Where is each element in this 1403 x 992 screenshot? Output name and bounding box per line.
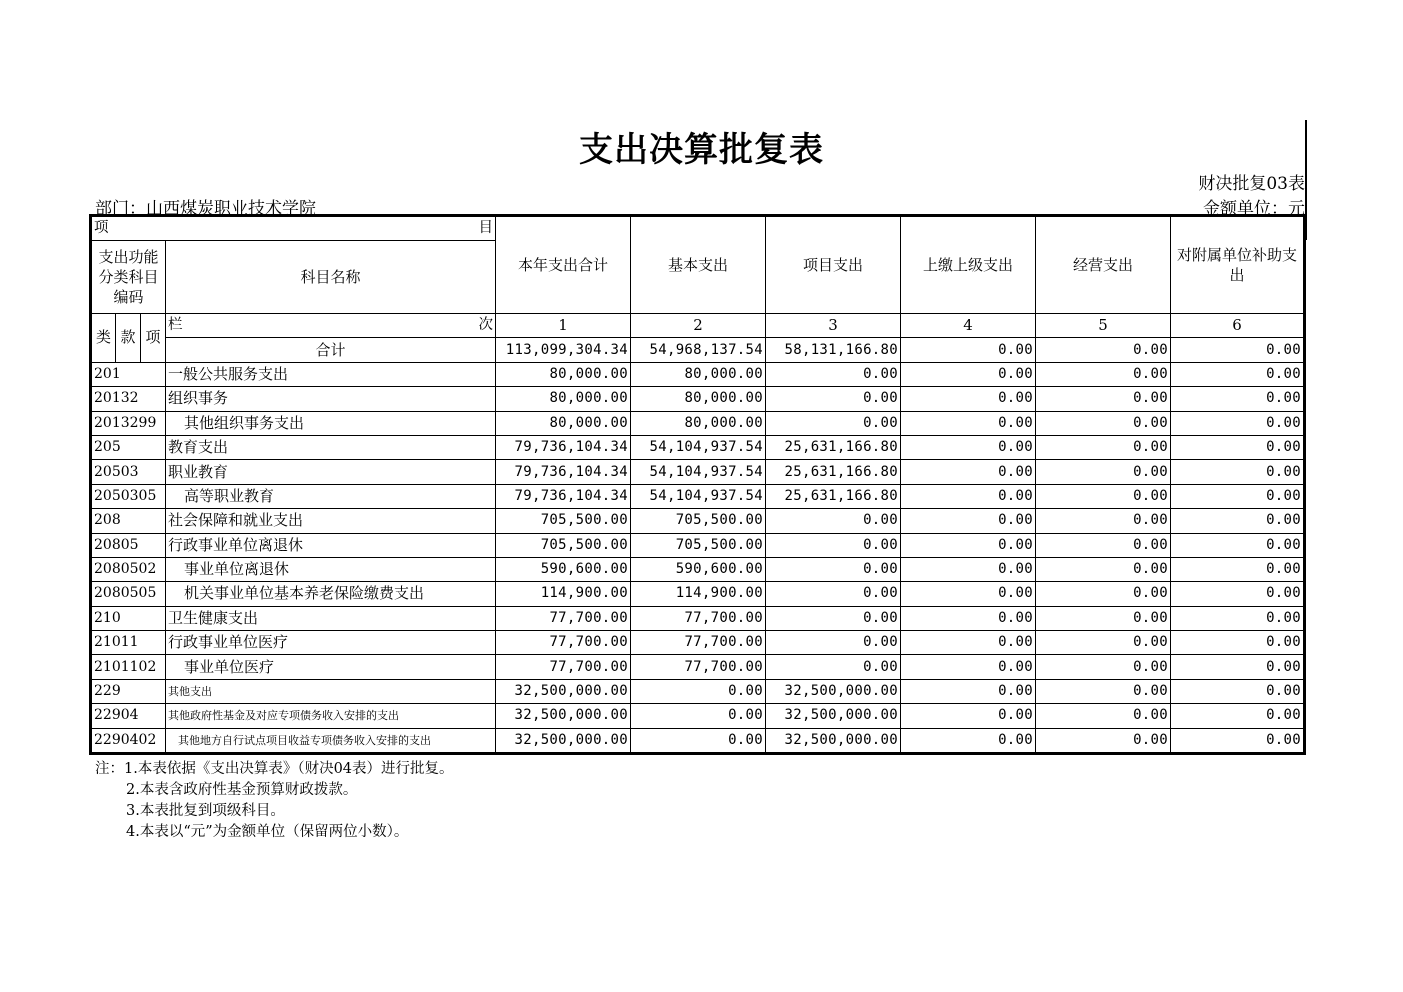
total-value: 58,131,166.80 <box>766 338 901 362</box>
amount-cell: 0.00 <box>1036 435 1171 459</box>
amount-cell: 80,000.00 <box>631 387 766 411</box>
func-code-cell: 22904 <box>91 704 166 728</box>
func-code-cell: 20132 <box>91 387 166 411</box>
subject-name-cell: 行政事业单位离退休 <box>166 533 496 557</box>
amount-cell: 25,631,166.80 <box>766 435 901 459</box>
func-code-cell: 205 <box>91 435 166 459</box>
table-row <box>91 704 1305 728</box>
total-label: 合计 <box>166 338 496 362</box>
amount-cell: 80,000.00 <box>496 387 631 411</box>
header-row-numbers <box>91 314 1305 338</box>
amount-cell: 0.00 <box>1036 728 1171 753</box>
amount-cell: 0.00 <box>766 509 901 533</box>
table-row <box>91 631 1305 655</box>
amount-cell: 0.00 <box>1036 704 1171 728</box>
col-business-header: 经营支出 <box>1036 216 1171 314</box>
func-code-cell: 229 <box>91 679 166 703</box>
amount-cell: 0.00 <box>901 582 1036 606</box>
amount-cell: 0.00 <box>901 435 1036 459</box>
lei-header: 类 <box>91 314 116 363</box>
table-row <box>91 509 1305 533</box>
amount-cell: 0.00 <box>1171 606 1305 630</box>
col-num-5: 5 <box>1036 314 1171 338</box>
amount-cell: 0.00 <box>1171 704 1305 728</box>
table-row <box>91 435 1305 459</box>
table-row <box>91 484 1305 508</box>
amount-cell: 0.00 <box>1171 631 1305 655</box>
lan-ci-cell <box>166 314 496 338</box>
amount-cell: 705,500.00 <box>631 509 766 533</box>
amount-cell: 0.00 <box>766 631 901 655</box>
amount-cell: 80,000.00 <box>496 362 631 386</box>
amount-cell: 0.00 <box>1171 679 1305 703</box>
total-value: 113,099,304.34 <box>496 338 631 362</box>
subject-name-cell: 其他支出 <box>166 679 496 703</box>
amount-cell: 0.00 <box>1171 728 1305 753</box>
func-code-cell: 20503 <box>91 460 166 484</box>
subject-name-cell: 卫生健康支出 <box>166 606 496 630</box>
amount-cell: 80,000.00 <box>631 362 766 386</box>
amount-cell: 79,736,104.34 <box>496 484 631 508</box>
notes-section <box>95 759 454 843</box>
subject-name-cell: 教育支出 <box>166 435 496 459</box>
amount-cell: 590,600.00 <box>631 557 766 581</box>
col-upper-header: 上缴上级支出 <box>901 216 1036 314</box>
amount-cell: 0.00 <box>901 728 1036 753</box>
amount-cell: 0.00 <box>1036 533 1171 557</box>
amount-cell: 0.00 <box>901 631 1036 655</box>
col-total-header: 本年支出合计 <box>496 216 631 314</box>
amount-cell: 0.00 <box>1171 582 1305 606</box>
table-row <box>91 411 1305 435</box>
amount-cell: 0.00 <box>1036 606 1171 630</box>
table-row <box>91 679 1305 703</box>
header-row-item <box>91 216 1305 241</box>
amount-cell: 705,500.00 <box>496 533 631 557</box>
amount-cell: 0.00 <box>631 679 766 703</box>
subject-name-cell: 其他政府性基金及对应专项债务收入安排的支出 <box>166 704 496 728</box>
item-header-cell <box>91 216 496 241</box>
amount-cell: 32,500,000.00 <box>496 728 631 753</box>
amount-cell: 0.00 <box>1171 557 1305 581</box>
subject-name-cell: 事业单位医疗 <box>166 655 496 679</box>
col-num-4: 4 <box>901 314 1036 338</box>
subject-name-cell: 组织事务 <box>166 387 496 411</box>
amount-cell: 0.00 <box>1036 362 1171 386</box>
total-row <box>91 338 1305 362</box>
note-line: 注：1.本表依据《支出决算表》（财决04表）进行批复。 <box>95 761 454 777</box>
amount-cell: 32,500,000.00 <box>766 728 901 753</box>
amount-cell: 0.00 <box>901 606 1036 630</box>
amount-cell: 0.00 <box>766 533 901 557</box>
subject-name-cell: 高等职业教育 <box>166 484 496 508</box>
amount-cell: 0.00 <box>1036 484 1171 508</box>
func-code-cell: 210 <box>91 606 166 630</box>
amount-cell: 77,700.00 <box>631 655 766 679</box>
amount-cell: 0.00 <box>1036 557 1171 581</box>
amount-cell: 54,104,937.54 <box>631 435 766 459</box>
amount-cell: 0.00 <box>901 362 1036 386</box>
amount-cell: 0.00 <box>901 509 1036 533</box>
amount-cell: 0.00 <box>901 704 1036 728</box>
col-num-2: 2 <box>631 314 766 338</box>
func-code-cell: 2101102 <box>91 655 166 679</box>
amount-cell: 0.00 <box>901 557 1036 581</box>
col-num-3: 3 <box>766 314 901 338</box>
func-code-cell: 2080502 <box>91 557 166 581</box>
subject-name-cell: 机关事业单位基本养老保险缴费支出 <box>166 582 496 606</box>
page-title: 支出决算批复表 <box>579 130 824 170</box>
subject-name-cell: 其他地方自行试点项目收益专项债务收入安排的支出 <box>166 728 496 753</box>
subject-name-cell: 一般公共服务支出 <box>166 362 496 386</box>
amount-cell: 0.00 <box>1171 484 1305 508</box>
table-row <box>91 557 1305 581</box>
amount-cell: 705,500.00 <box>631 533 766 557</box>
amount-cell: 0.00 <box>1171 362 1305 386</box>
note-line: 2.本表含政府性基金预算财政拨款。 <box>126 782 358 798</box>
kuan-header: 款 <box>116 314 141 363</box>
subject-name-cell: 其他组织事务支出 <box>166 411 496 435</box>
amount-cell: 25,631,166.80 <box>766 484 901 508</box>
amount-cell: 79,736,104.34 <box>496 460 631 484</box>
amount-cell: 114,900.00 <box>496 582 631 606</box>
amount-cell: 77,700.00 <box>631 631 766 655</box>
total-value: 0.00 <box>1036 338 1171 362</box>
amount-cell: 0.00 <box>901 387 1036 411</box>
item-right-label: 目 <box>478 220 493 236</box>
table-row <box>91 582 1305 606</box>
amount-cell: 25,631,166.80 <box>766 460 901 484</box>
subject-name-cell: 社会保障和就业支出 <box>166 509 496 533</box>
amount-cell: 0.00 <box>1171 460 1305 484</box>
amount-cell: 0.00 <box>1036 655 1171 679</box>
amount-cell: 0.00 <box>766 655 901 679</box>
amount-cell: 32,500,000.00 <box>766 704 901 728</box>
amount-cell: 0.00 <box>1036 387 1171 411</box>
amount-cell: 0.00 <box>901 679 1036 703</box>
amount-cell: 0.00 <box>1171 435 1305 459</box>
col-subsidy-header: 对附属单位补助支出 <box>1171 216 1305 314</box>
func-code-header: 支出功能分类科目编码 <box>91 241 166 314</box>
amount-cell: 0.00 <box>1036 679 1171 703</box>
amount-cell: 0.00 <box>766 387 901 411</box>
total-value: 0.00 <box>1171 338 1305 362</box>
amount-cell: 54,104,937.54 <box>631 460 766 484</box>
table-row <box>91 460 1305 484</box>
amount-cell: 0.00 <box>901 533 1036 557</box>
amount-cell: 80,000.00 <box>496 411 631 435</box>
amount-cell: 0.00 <box>1036 509 1171 533</box>
amount-cell: 79,736,104.34 <box>496 435 631 459</box>
expenditure-table <box>89 214 1306 755</box>
amount-cell: 0.00 <box>631 704 766 728</box>
table-row <box>91 387 1305 411</box>
amount-cell: 32,500,000.00 <box>496 704 631 728</box>
amount-cell: 0.00 <box>1171 509 1305 533</box>
amount-cell: 0.00 <box>901 655 1036 679</box>
amount-cell: 0.00 <box>1036 460 1171 484</box>
amount-cell: 77,700.00 <box>496 606 631 630</box>
table-row <box>91 533 1305 557</box>
amount-cell: 80,000.00 <box>631 411 766 435</box>
item-left-label: 项 <box>94 220 109 236</box>
amount-cell: 0.00 <box>1036 411 1171 435</box>
amount-unit-label: 金额单位：元 <box>1203 199 1305 219</box>
func-code-cell: 2050305 <box>91 484 166 508</box>
func-code-cell: 2013299 <box>91 411 166 435</box>
amount-cell: 0.00 <box>766 557 901 581</box>
amount-cell: 77,700.00 <box>496 631 631 655</box>
amount-cell: 32,500,000.00 <box>496 679 631 703</box>
subject-name-cell: 事业单位离退休 <box>166 557 496 581</box>
table-row <box>91 655 1305 679</box>
subject-name-header: 科目名称 <box>166 241 496 314</box>
amount-cell: 705,500.00 <box>496 509 631 533</box>
func-code-cell: 2080505 <box>91 582 166 606</box>
amount-cell: 77,700.00 <box>631 606 766 630</box>
amount-cell: 0.00 <box>1171 655 1305 679</box>
amount-cell: 0.00 <box>1036 582 1171 606</box>
col-project-header: 项目支出 <box>766 216 901 314</box>
func-code-cell: 201 <box>91 362 166 386</box>
func-code-cell: 21011 <box>91 631 166 655</box>
amount-cell: 0.00 <box>1036 631 1171 655</box>
ci-label: 次 <box>478 317 493 334</box>
table-row <box>91 362 1305 386</box>
amount-cell: 54,104,937.54 <box>631 484 766 508</box>
department-label: 部门：山西煤炭职业技术学院 <box>95 199 316 219</box>
amount-cell: 0.00 <box>901 484 1036 508</box>
func-code-cell: 2290402 <box>91 728 166 753</box>
col-basic-header: 基本支出 <box>631 216 766 314</box>
lan-label: 栏 <box>168 317 183 334</box>
table-row <box>91 728 1305 753</box>
xiang-header: 项 <box>141 314 166 363</box>
amount-cell: 0.00 <box>901 411 1036 435</box>
func-code-cell: 20805 <box>91 533 166 557</box>
amount-cell: 0.00 <box>1171 411 1305 435</box>
subject-name-cell: 职业教育 <box>166 460 496 484</box>
amount-cell: 0.00 <box>1171 387 1305 411</box>
amount-cell: 590,600.00 <box>496 557 631 581</box>
subject-name-cell: 行政事业单位医疗 <box>166 631 496 655</box>
amount-cell: 0.00 <box>766 582 901 606</box>
amount-cell: 32,500,000.00 <box>766 679 901 703</box>
total-value: 0.00 <box>901 338 1036 362</box>
table-row <box>91 606 1305 630</box>
amount-cell: 0.00 <box>1171 533 1305 557</box>
amount-cell: 0.00 <box>766 411 901 435</box>
amount-cell: 0.00 <box>766 362 901 386</box>
amount-cell: 114,900.00 <box>631 582 766 606</box>
total-value: 54,968,137.54 <box>631 338 766 362</box>
col-num-6: 6 <box>1171 314 1305 338</box>
form-number: 财决批复03表 <box>1198 174 1305 194</box>
amount-cell: 0.00 <box>631 728 766 753</box>
note-line: 3.本表批复到项级科目。 <box>126 803 285 819</box>
func-code-cell: 208 <box>91 509 166 533</box>
col-num-1: 1 <box>496 314 631 338</box>
amount-cell: 0.00 <box>901 460 1036 484</box>
note-line: 4.本表以“元”为金额单位（保留两位小数）。 <box>126 824 409 840</box>
amount-cell: 77,700.00 <box>496 655 631 679</box>
amount-cell: 0.00 <box>766 606 901 630</box>
